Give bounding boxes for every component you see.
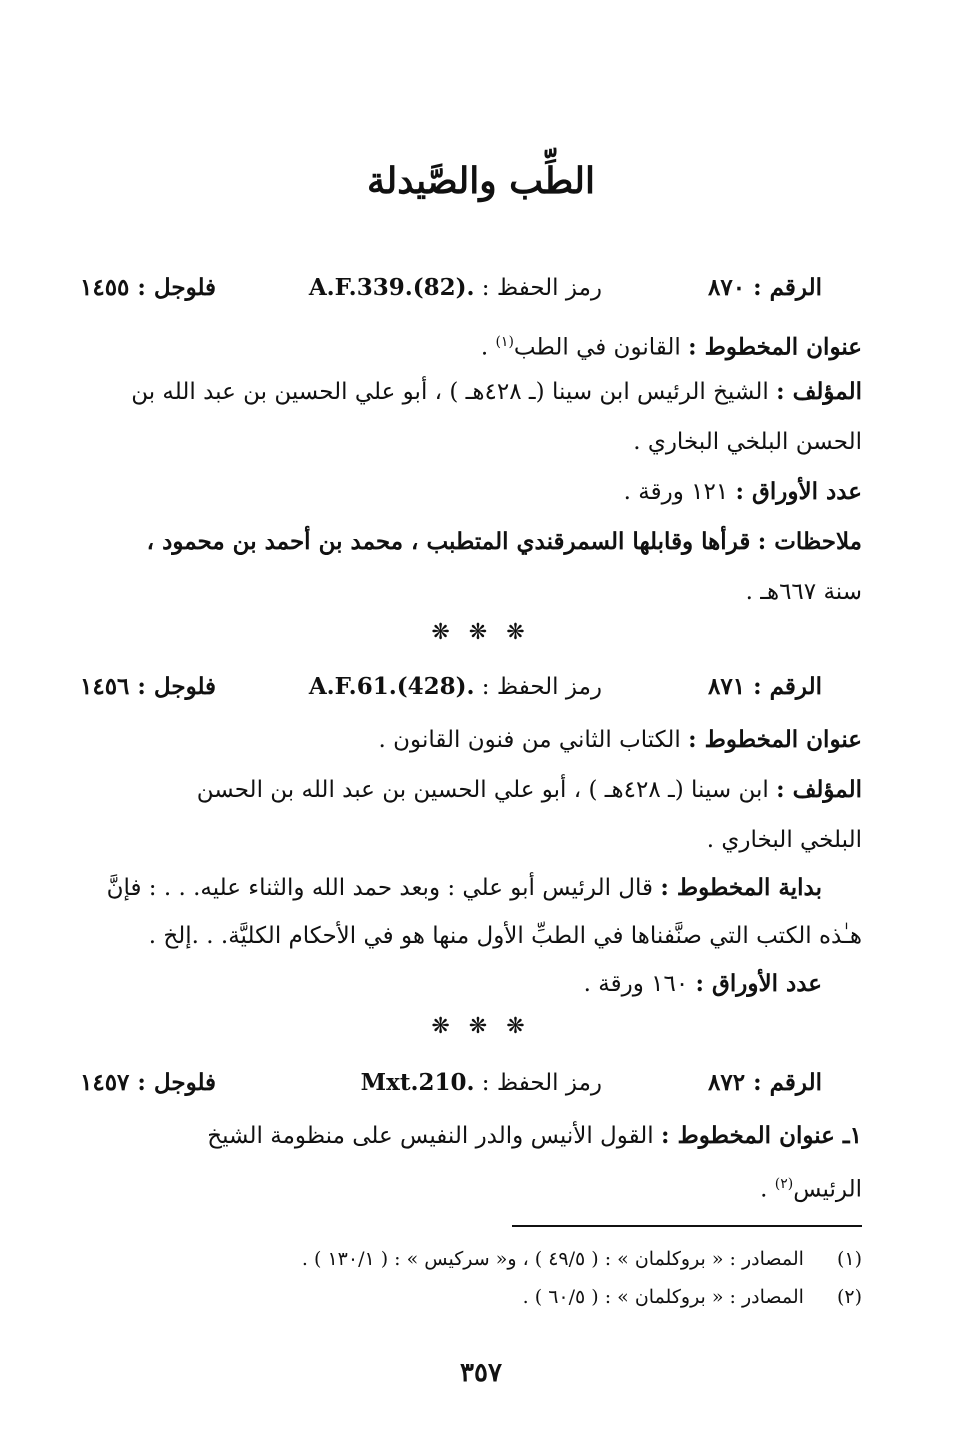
footnote [120,1282,862,1312]
flugel-number: فلوجل : ١٤٥٧ [80,1069,217,1096]
record-line-continued [70,1164,862,1210]
field-value: ١٢١ ورقة . [623,479,729,505]
footnote-text: المصادر : « بروكلمان » : ( ٤٩/٥ ) ، و« سركيس » : ( ١٣٠/١ ) . [301,1248,804,1270]
shelf-code [361,1063,602,1103]
field-value: القول الأنيس والدر النفيس على منظومة الشيخ [207,1123,654,1149]
shelf-code-label: رمز الحفظ : [481,1070,602,1096]
record-line [70,868,822,908]
field-value: الحسن البلخي البخاري . [633,429,862,455]
record-header [70,1063,822,1103]
field-label: المؤلف : [776,776,862,803]
field-label: ملاحظات : [757,528,862,555]
footnote-number: (٢) [836,1286,862,1308]
record-header [70,268,822,308]
record-line-continued [70,422,862,462]
field-value: سنة ٦٦٧هـ . [745,579,862,605]
shelf-code [309,667,602,707]
shelf-code [309,268,602,308]
section-separator: ❋ ❋ ❋ [431,1014,531,1039]
field-value: قرأها وقابلها السمرقندي المتطبب ، محمد بن أحمد بن محمود ، [146,528,751,555]
record-line [70,964,822,1004]
record-line-continued [70,572,862,612]
field-label: عدد الأوراق : [695,970,822,997]
shelf-code-label: رمز الحفظ : [481,674,602,700]
section-separator: ❋ ❋ ❋ [431,620,531,645]
field-label: ١ـ عنوان المخطوط : [661,1122,862,1149]
footnote-rule [512,1225,862,1227]
page-title: الطِّب والصَّيدلة [367,160,595,202]
field-label: عدد الأوراق : [735,478,862,505]
field-value: هـٰذه الكتب التي صنَّفناها في الطبِّ الأول منها هو في الأحكام الكليَّة. . .إلخ . [148,923,862,949]
field-value: القانون في الطب [513,334,681,361]
field-label: بداية المخطوط : [660,874,822,901]
shelf-code-value: A.F.61.(428). [308,673,475,700]
record-line [70,522,862,562]
field-value: الشيخ الرئيس ابن سينا (ـ ٤٢٨هـ ) ، أبو علي الحسين بن عبد الله بن [131,379,769,405]
field-label: عنوان المخطوط : [688,726,862,753]
record-number: الرقم : ٨٧٠ [708,274,822,301]
record-line [70,770,862,810]
shelf-code-value: A.F.339.(82). [308,274,475,301]
footnote-ref: (٢) [774,1176,794,1192]
field-value: الكتاب الثاني من فنون القانون . [378,727,681,753]
flugel-number: فلوجل : ١٤٥٥ [80,274,217,301]
field-value: ١٦٠ ورقة . [583,971,689,997]
record-line [70,1116,862,1156]
record-line [70,720,862,760]
page-number: ٣٥٧ [460,1358,502,1388]
record-line [70,472,862,512]
shelf-code-value: Mxt.210. [360,1069,475,1096]
record-line-continued [70,916,862,956]
record-number: الرقم : ٨٧٢ [708,1069,822,1096]
footnote-number: (١) [836,1248,862,1270]
footnote-ref: (١) [495,334,514,350]
record-line [70,372,862,412]
record-line-continued [70,820,862,860]
record-number: الرقم : ٨٧١ [708,673,822,700]
record-line [70,322,862,368]
field-value: البلخي البخاري . [706,827,862,853]
field-tail: . [480,334,496,361]
field-label: عنوان المخطوط : [688,333,862,361]
field-value: الرئيس [793,1176,862,1203]
field-tail: . [760,1176,775,1203]
footnote [120,1244,862,1274]
field-value: ابن سينا (ـ ٤٢٨هـ ) ، أبو علي الحسين بن عبد الله بن الحسن [196,777,769,803]
field-label: المؤلف : [776,378,862,405]
flugel-number: فلوجل : ١٤٥٦ [80,673,217,700]
shelf-code-label: رمز الحفظ : [481,275,602,301]
record-header [70,667,822,707]
field-value: قال الرئيس أبو علي : وبعد حمد الله والثناء عليه. . . : فإنَّ [106,875,654,901]
footnote-text: المصادر : « بروكلمان » : ( ٦٠/٥ ) . [522,1286,804,1308]
